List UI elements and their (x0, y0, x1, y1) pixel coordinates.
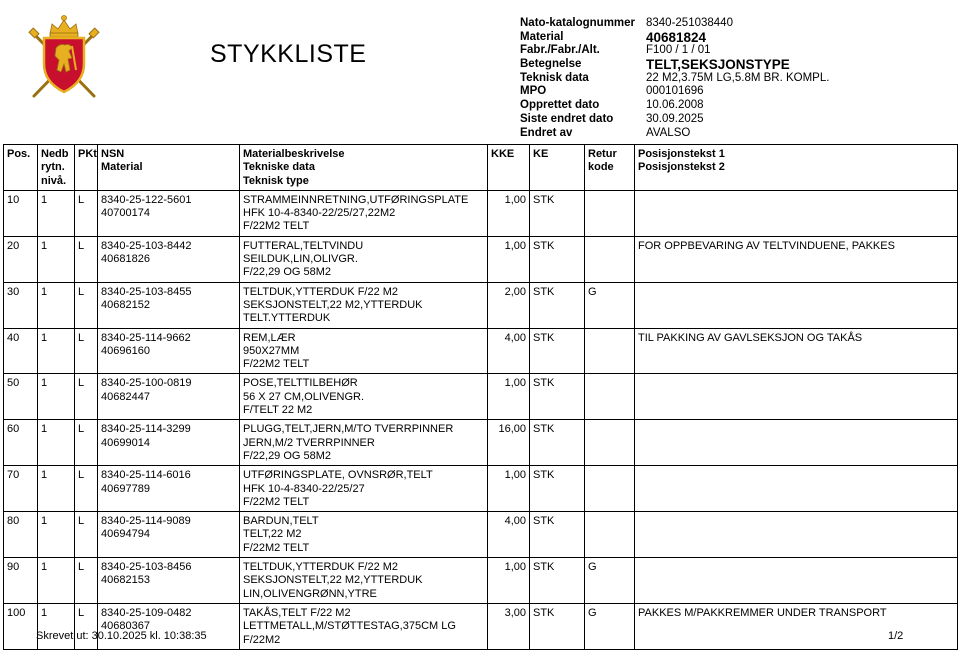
cell-nsn-line: 8340-25-114-3299 (101, 423, 191, 436)
table-row (4, 466, 958, 512)
cell-pos-line: 20 (7, 239, 20, 252)
table-row (4, 374, 958, 420)
cell-pos (4, 420, 38, 466)
cell-ke (530, 282, 585, 328)
cell-pos (4, 282, 38, 328)
cell-pos (4, 190, 38, 236)
cell-pos-line: 90 (7, 561, 20, 574)
cell-retur-line: G (588, 561, 597, 574)
cell-posisjon (635, 236, 958, 282)
cell-ke (530, 328, 585, 374)
cell-retur-line: G (588, 285, 597, 298)
cell-nsn-line: 8340-25-114-9089 (101, 515, 191, 528)
cell-kke (488, 466, 530, 512)
cell-retur (585, 328, 635, 374)
cell-description (240, 558, 488, 604)
meta-row (520, 113, 829, 127)
cell-description-line: POSE,TELTTILBEHØR (243, 377, 358, 390)
cell-description-line: TELTDUK,YTTERDUK F/22 M2 (243, 285, 399, 298)
cell-kke-line: 3,00 (504, 606, 526, 619)
meta-row (520, 85, 829, 99)
header-line: Nedb (41, 148, 69, 160)
table-row (4, 282, 958, 328)
cell-ke-line: STK (533, 515, 555, 528)
cell-pos-line: 10 (7, 193, 20, 206)
column-header-nsn (98, 145, 240, 191)
cell-posisjon (635, 328, 958, 374)
cell-description (240, 374, 488, 420)
cell-description-line: F/22,29 OG 58M2 (243, 449, 332, 462)
column-header-kke (488, 145, 530, 191)
cell-nsn-line: 40696160 (101, 344, 150, 357)
meta-key: Siste endret dato (520, 112, 614, 125)
cell-nsn (98, 374, 240, 420)
cell-pos (4, 512, 38, 558)
cell-nedb (38, 512, 75, 558)
cell-nsn-line: 8340-25-114-6016 (101, 469, 191, 482)
cell-kke-line: 4,00 (504, 331, 526, 344)
cell-description-line: 56 X 27 CM,OLIVENGR. (243, 390, 365, 403)
cell-posisjon (635, 282, 958, 328)
cell-pkt (75, 603, 98, 649)
cell-description-line: LIN,OLIVENGRØNN,YTRE (243, 587, 377, 600)
cell-description-line: HFK 10-4-8340-22/25/27,22M2 (243, 207, 396, 220)
cell-description-line: F/22,29 OG 58M2 (243, 266, 332, 279)
cell-pkt (75, 374, 98, 420)
header-line: Retur (588, 148, 617, 160)
cell-nsn (98, 282, 240, 328)
cell-retur (585, 512, 635, 558)
cell-ke (530, 466, 585, 512)
cell-posisjon (635, 466, 958, 512)
cell-nsn (98, 328, 240, 374)
cell-retur (585, 466, 635, 512)
cell-description-line: 950X27MM (243, 344, 300, 357)
cell-pos-line: 100 (7, 606, 26, 619)
cell-posisjon (635, 374, 958, 420)
cell-kke (488, 512, 530, 558)
cell-pkt-line: L (78, 606, 85, 619)
cell-pos-line: 30 (7, 285, 20, 298)
meta-key: Endret av (520, 126, 573, 139)
cell-description (240, 512, 488, 558)
meta-row (520, 58, 829, 72)
cell-pkt (75, 466, 98, 512)
header-line: Material (101, 161, 143, 174)
header-line: KKE (491, 148, 515, 160)
meta-value: 22 M2,3.75M LG,5.8M BR. KOMPL. (646, 71, 830, 84)
cell-description-line: UTFØRINGSPLATE, OVNSRØR,TELT (243, 469, 433, 482)
cell-nedb (38, 420, 75, 466)
cell-nedb (38, 466, 75, 512)
cell-pkt-line: L (78, 331, 85, 344)
cell-pkt (75, 558, 98, 604)
cell-retur (585, 374, 635, 420)
cell-kke-line: 1,00 (504, 469, 526, 482)
cell-retur (585, 190, 635, 236)
header-line: rytn. (41, 161, 65, 174)
cell-ke-line: STK (533, 377, 555, 390)
cell-nedb-line: 1 (41, 285, 48, 298)
cell-ke (530, 374, 585, 420)
cell-description-line: TAKÅS,TELT F/22 M2 (243, 606, 351, 619)
meta-key: Nato-katalognummer (520, 17, 636, 29)
cell-pkt-line: L (78, 239, 85, 252)
column-header-desc (240, 145, 488, 191)
cell-nsn-line: 8340-25-103-8456 (101, 561, 192, 574)
cell-nedb (38, 603, 75, 649)
cell-description (240, 466, 488, 512)
cell-kke-line: 4,00 (504, 515, 526, 528)
meta-row (520, 17, 829, 31)
cell-pkt-line: L (78, 285, 85, 298)
cell-nedb (38, 282, 75, 328)
cell-description-line: F/22M2 (243, 633, 281, 646)
cell-pos-line: 70 (7, 469, 20, 482)
header-line: NSN (101, 148, 125, 160)
cell-description-line: TELT,22 M2 (243, 528, 302, 541)
cell-description-line: JERN,M/2 TVERRPINNER (243, 436, 375, 449)
cell-nsn-line: 8340-25-100-0819 (101, 377, 192, 390)
cell-description (240, 190, 488, 236)
cell-ke-line: STK (533, 193, 555, 206)
meta-value: 40681824 (646, 29, 707, 45)
cell-description-line: SEILDUK,LIN,OLIVGR. (243, 253, 358, 266)
header-line: Materialbeskrivelse (243, 148, 345, 160)
meta-value: 000101696 (646, 85, 704, 98)
cell-description-line: TELTDUK,YTTERDUK F/22 M2 (243, 561, 399, 574)
cell-nedb-line: 1 (41, 561, 48, 574)
cell-kke-line: 1,00 (504, 193, 526, 206)
cell-ke-line: STK (533, 331, 555, 344)
cell-pos-line: 40 (7, 331, 20, 344)
table-header-row (4, 145, 958, 191)
cell-description-line: F/TELT 22 M2 (243, 404, 313, 417)
cell-nedb (38, 236, 75, 282)
cell-pos (4, 603, 38, 649)
table-row (4, 236, 958, 282)
cell-ke-line: STK (533, 423, 555, 436)
cell-nsn (98, 236, 240, 282)
cell-ke-line: STK (533, 239, 555, 252)
table-row (4, 603, 958, 649)
cell-ke (530, 512, 585, 558)
header-line: PKt (78, 148, 97, 160)
table-row (4, 420, 958, 466)
meta-row (520, 99, 829, 113)
cell-pkt (75, 328, 98, 374)
cell-pos-line: 80 (7, 515, 20, 528)
cell-description (240, 282, 488, 328)
cell-nedb-line: 1 (41, 423, 48, 436)
column-header-pos (4, 145, 38, 191)
cell-nsn-line: 40700174 (101, 207, 150, 220)
cell-description-line: HFK 10-4-8340-22/25/27 (243, 482, 365, 495)
meta-key: Material (520, 30, 564, 43)
header-line: Teknisk type (243, 174, 309, 187)
cell-nedb-line: 1 (41, 239, 48, 252)
cell-posisjon-line: FOR OPPBEVARING AV TELTVINDUENE, PAKKES (638, 239, 895, 252)
cell-kke (488, 328, 530, 374)
column-header-ke (530, 145, 585, 191)
cell-kke (488, 420, 530, 466)
cell-kke (488, 236, 530, 282)
table-row (4, 512, 958, 558)
cell-nsn-line: 8340-25-103-8455 (101, 285, 192, 298)
cell-nedb-line: 1 (41, 515, 48, 528)
table-row (4, 558, 958, 604)
cell-description-line: SEKSJONSTELT,22 M2,YTTERDUK (243, 574, 423, 587)
cell-ke (530, 558, 585, 604)
cell-ke (530, 420, 585, 466)
cell-posisjon (635, 603, 958, 649)
cell-nedb-line: 1 (41, 193, 48, 206)
cell-pkt-line: L (78, 193, 85, 206)
crest-icon (28, 12, 100, 100)
cell-pkt (75, 420, 98, 466)
parts-list-table (3, 144, 958, 650)
cell-pkt-line: L (78, 377, 85, 390)
cell-kke-line: 2,00 (504, 285, 526, 298)
meta-key: Teknisk data (520, 71, 589, 84)
column-header-nedb (38, 145, 75, 191)
table-row (4, 190, 958, 236)
cell-retur (585, 603, 635, 649)
cell-description-line: F/22M2 TELT (243, 220, 310, 233)
cell-kke (488, 603, 530, 649)
cell-kke (488, 190, 530, 236)
meta-row (520, 44, 829, 58)
meta-key: MPO (520, 85, 547, 98)
meta-key: Betegnelse (520, 58, 582, 71)
header-line: kode (588, 161, 614, 174)
cell-nsn (98, 466, 240, 512)
meta-value: 10.06.2008 (646, 99, 704, 112)
cell-nedb (38, 190, 75, 236)
cell-nedb-line: 1 (41, 377, 48, 390)
cell-retur (585, 558, 635, 604)
cell-pkt (75, 282, 98, 328)
cell-posisjon (635, 558, 958, 604)
cell-pkt (75, 236, 98, 282)
cell-description-line: F/22M2 TELT (243, 541, 310, 554)
cell-nedb-line: 1 (41, 606, 48, 619)
cell-retur (585, 282, 635, 328)
cell-description-line: LETTMETALL,M/STØTTESTAG,375CM LG (243, 620, 456, 633)
cell-pkt (75, 512, 98, 558)
cell-pos (4, 466, 38, 512)
meta-key: Fabr./Fabr./Alt. (520, 44, 600, 57)
cell-pkt (75, 190, 98, 236)
cell-pos-line: 50 (7, 377, 20, 390)
header-line: Posisjonstekst 1 (638, 148, 725, 160)
cell-nsn (98, 603, 240, 649)
cell-nsn (98, 190, 240, 236)
cell-ke (530, 190, 585, 236)
cell-description (240, 328, 488, 374)
cell-description (240, 603, 488, 649)
cell-nsn-line: 8340-25-122-5601 (101, 193, 192, 206)
cell-description-line: F/22M2 TELT (243, 358, 310, 371)
cell-retur-line: G (588, 606, 597, 619)
cell-posisjon-line: PAKKES M/PAKKREMMER UNDER TRANSPORT (638, 606, 887, 619)
cell-kke-line: 16,00 (498, 423, 526, 436)
cell-ke (530, 603, 585, 649)
cell-nsn-line: 40699014 (101, 436, 150, 449)
cell-ke-line: STK (533, 561, 555, 574)
cell-kke-line: 1,00 (504, 561, 526, 574)
cell-retur (585, 420, 635, 466)
cell-posisjon-line: TIL PAKKING AV GAVLSEKSJON OG TAKÅS (638, 331, 863, 344)
catalog-metadata (520, 17, 829, 140)
cell-pos (4, 558, 38, 604)
cell-pos (4, 374, 38, 420)
column-header-posisjon (635, 145, 958, 191)
cell-kke (488, 374, 530, 420)
cell-nedb (38, 328, 75, 374)
cell-ke-line: STK (533, 285, 555, 298)
cell-pkt-line: L (78, 423, 85, 436)
cell-pos (4, 236, 38, 282)
cell-description-line: TELT.YTTERDUK (243, 312, 331, 325)
cell-description-line: F/22M2 TELT (243, 495, 310, 508)
cell-nsn-line: 8340-25-114-9662 (101, 331, 191, 344)
cell-kke (488, 558, 530, 604)
cell-posisjon (635, 512, 958, 558)
cell-nsn-line: 40682153 (101, 574, 150, 587)
cell-nsn (98, 512, 240, 558)
cell-pos (4, 328, 38, 374)
cell-nsn-line: 8340-25-109-0482 (101, 606, 192, 619)
cell-nsn (98, 558, 240, 604)
meta-value: 8340-251038440 (646, 17, 733, 29)
cell-nsn-line: 40694794 (101, 528, 150, 541)
header-line: Pos. (7, 148, 31, 160)
cell-ke (530, 236, 585, 282)
cell-kke-line: 1,00 (504, 377, 526, 390)
cell-pos-line: 60 (7, 423, 20, 436)
cell-description-line: BARDUN,TELT (243, 515, 319, 528)
cell-description-line: PLUGG,TELT,JERN,M/TO TVERRPINNER (243, 423, 454, 436)
cell-kke (488, 282, 530, 328)
cell-nsn-line: 40680367 (101, 620, 150, 633)
cell-posisjon (635, 420, 958, 466)
cell-description-line: REM,LÆR (243, 331, 296, 344)
cell-description-line: STRAMMEINNRETNING,UTFØRINGSPLATE (243, 193, 469, 206)
cell-nedb (38, 558, 75, 604)
meta-value: AVALSO (646, 126, 691, 139)
cell-posisjon (635, 190, 958, 236)
cell-description-line: FUTTERAL,TELTVINDU (243, 239, 364, 252)
meta-row (520, 31, 829, 45)
cell-retur (585, 236, 635, 282)
document-title: STYKKLISTE (210, 40, 367, 68)
column-header-pkt (75, 145, 98, 191)
cell-nsn-line: 8340-25-103-8442 (101, 239, 192, 252)
meta-value: 30.09.2025 (646, 112, 704, 125)
header-line: Tekniske data (243, 161, 315, 174)
cell-description (240, 420, 488, 466)
page-number: 1/2 (888, 630, 904, 642)
header-line: nivå. (41, 174, 67, 187)
meta-value: F100 / 1 / 01 (646, 44, 711, 57)
cell-nsn (98, 420, 240, 466)
cell-nsn-line: 40681826 (101, 253, 150, 266)
meta-row (520, 127, 829, 141)
cell-description-line: SEKSJONSTELT,22 M2,YTTERDUK (243, 298, 423, 311)
cell-nedb-line: 1 (41, 469, 48, 482)
meta-key: Opprettet dato (520, 99, 600, 112)
meta-row (520, 72, 829, 86)
cell-nsn-line: 40682447 (101, 390, 150, 403)
cell-ke-line: STK (533, 606, 555, 619)
cell-pkt-line: L (78, 469, 85, 482)
cell-nsn-line: 40697789 (101, 482, 150, 495)
cell-description (240, 236, 488, 282)
cell-nsn-line: 40682152 (101, 298, 150, 311)
meta-value: TELT,SEKSJONSTYPE (646, 57, 790, 73)
header-line: Posisjonstekst 2 (638, 161, 725, 174)
cell-kke-line: 1,00 (504, 239, 526, 252)
cell-nedb (38, 374, 75, 420)
table-row (4, 328, 958, 374)
cell-nedb-line: 1 (41, 331, 48, 344)
cell-pkt-line: L (78, 561, 85, 574)
header-line: KE (533, 148, 549, 160)
cell-ke-line: STK (533, 469, 555, 482)
cell-pkt-line: L (78, 515, 85, 528)
column-header-retur (585, 145, 635, 191)
printed-timestamp: Skrevet ut: 30.10.2025 kl. 10:38:35 (36, 630, 207, 642)
